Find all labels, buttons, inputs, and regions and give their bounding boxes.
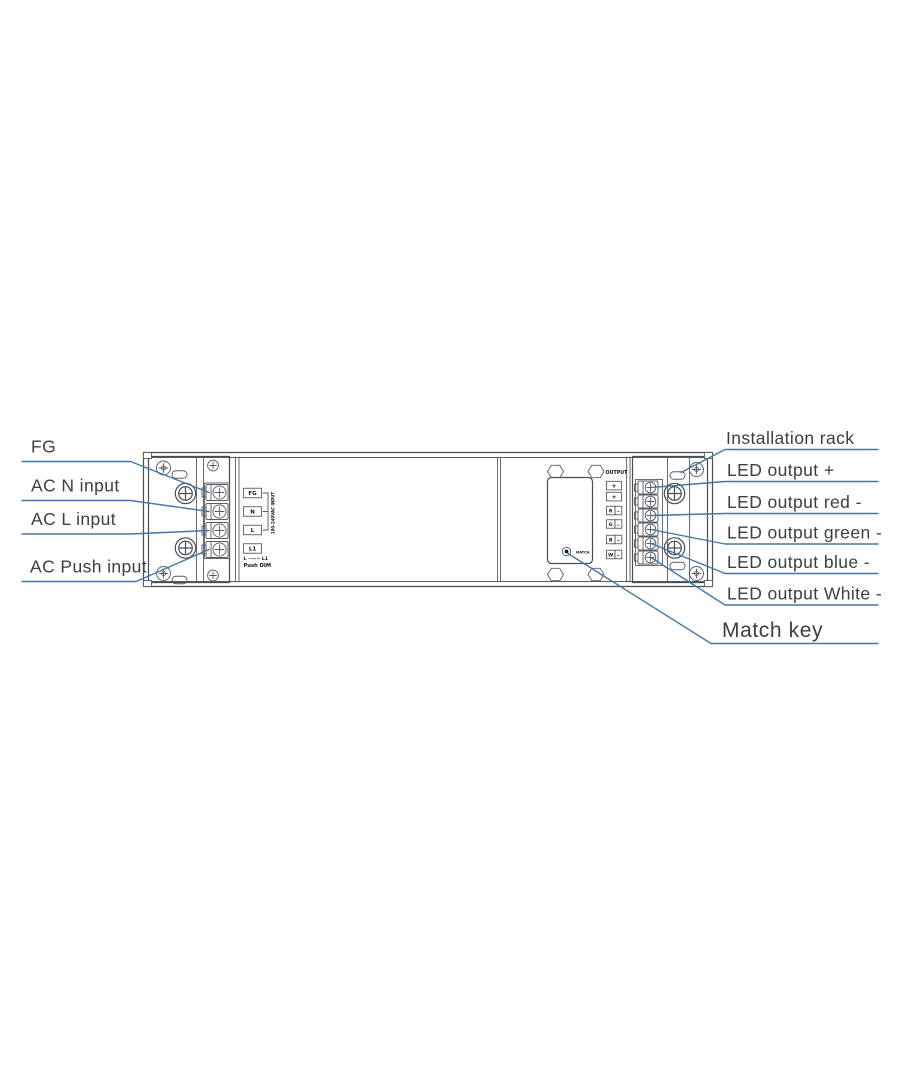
input-label-l1: L1: [248, 546, 257, 553]
input-voltage-note: 100-240VAC INPUT: [270, 491, 276, 535]
callout-label-led-white: LED output White -: [727, 583, 883, 604]
output-label-r: R: [608, 509, 613, 515]
input-label-n: N: [250, 509, 255, 516]
corner-notch: [144, 453, 152, 459]
terminal-block-screw-icon: [208, 460, 219, 471]
output-header: OUTPUT: [605, 471, 628, 476]
output-label-plus1: +: [611, 483, 617, 490]
terminal-block-screw-icon: [208, 570, 219, 581]
callout-label-installation-rack: Installation rack: [726, 428, 855, 448]
input-label-fg: FG: [248, 491, 257, 497]
input-label-l: L: [250, 528, 255, 534]
cover-screw-icon: [664, 538, 684, 558]
output-sign-r: -: [617, 508, 620, 515]
callout-label-led-plus: LED output +: [727, 460, 835, 480]
output-label-b: B: [608, 538, 613, 544]
callout-label-ac-push: AC Push input: [30, 556, 148, 577]
output-sign-w: -: [617, 552, 620, 559]
callout-label-led-green: LED output green -: [727, 522, 883, 543]
push-dim-symbol: L ~—~ L1: [243, 557, 269, 562]
match-button-label: MATCH: [576, 550, 590, 555]
cover-screw-icon: [175, 538, 195, 558]
corner-notch: [705, 581, 713, 587]
device: [144, 453, 713, 587]
callout-label-ac-n: AC N input: [31, 475, 120, 496]
output-sign-b: -: [617, 537, 620, 544]
push-dim-label: Push DIM: [243, 563, 271, 569]
output-sign-g: -: [617, 522, 620, 529]
output-label-plus2: +: [611, 494, 617, 501]
corner-notch: [144, 581, 152, 587]
callout-label-led-blue: LED output blue -: [727, 552, 870, 572]
callout-label-ac-l: AC L input: [31, 509, 117, 529]
callout-label-fg: FG: [31, 436, 57, 457]
output-label-g: G: [608, 523, 613, 528]
output-label-w: W: [608, 553, 614, 559]
callout-label-match-key: Match key: [722, 619, 824, 642]
callout-label-led-red: LED output red -: [727, 492, 862, 512]
